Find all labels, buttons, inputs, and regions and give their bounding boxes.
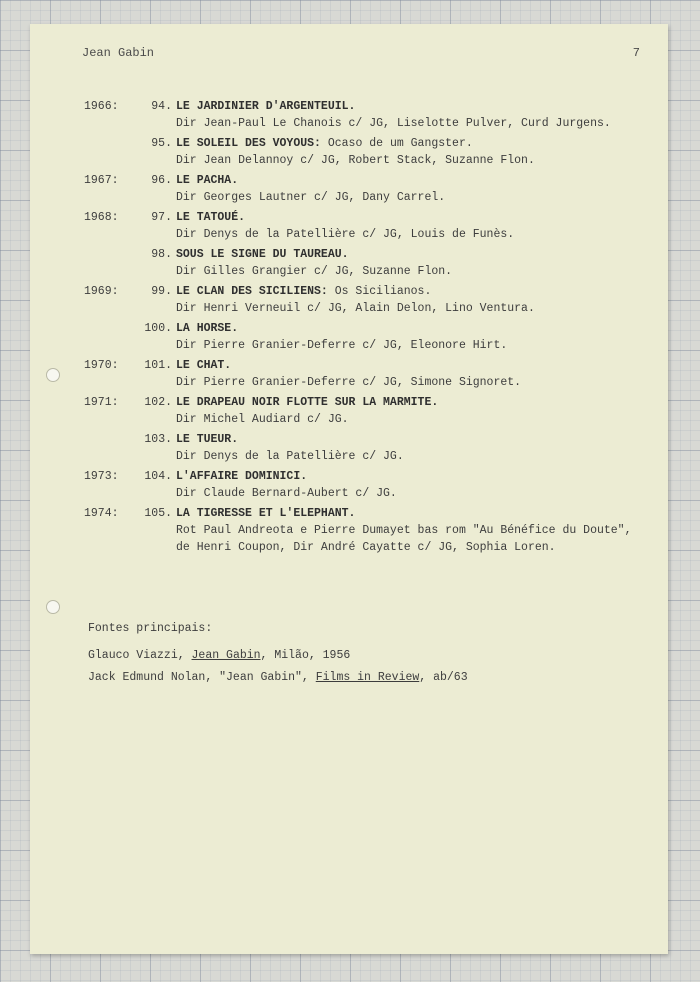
entry-year: 1966: bbox=[84, 100, 119, 113]
entry-title-translation: Ocaso de um Gangster. bbox=[320, 137, 473, 150]
entry-number: 96. bbox=[151, 174, 172, 187]
film-entry bbox=[84, 357, 644, 391]
page-header bbox=[82, 46, 640, 60]
entry-title: LE CHAT. bbox=[176, 359, 232, 372]
entry-title: LE TATOUÉ. bbox=[176, 211, 246, 224]
entry-detail: Dir Jean Delannoy c/ JG, Robert Stack, Suzanne Flon. bbox=[176, 154, 535, 167]
film-entry bbox=[84, 468, 644, 502]
entry-detail: Dir Denys de la Patellière c/ JG. bbox=[176, 450, 404, 463]
film-entry bbox=[84, 394, 644, 428]
citation-work: Films in Review bbox=[315, 671, 420, 684]
entry-detail: Dir Jean-Paul Le Chanois c/ JG, Liselotte Pulver, Curd Jurgens. bbox=[176, 117, 611, 130]
entry-detail: Dir Pierre Granier-Deferre c/ JG, Eleonore Hirt. bbox=[176, 339, 508, 352]
sources-heading: Fontes principais: bbox=[88, 622, 213, 635]
film-entry bbox=[84, 135, 644, 169]
entry-year: 1974: bbox=[84, 507, 119, 520]
entry-detail: Dir Henri Verneuil c/ JG, Alain Delon, Lino Ventura. bbox=[176, 302, 535, 315]
sources-section bbox=[88, 620, 648, 691]
filmography-list bbox=[84, 98, 644, 559]
entry-year: 1968: bbox=[84, 211, 119, 224]
entry-title: LE DRAPEAU NOIR FLOTTE SUR LA MARMITE. bbox=[176, 396, 439, 409]
page-number: 7 bbox=[632, 46, 640, 60]
film-entry bbox=[84, 246, 644, 280]
entry-title: LE TUEUR. bbox=[176, 433, 239, 446]
entry-title: LA TIGRESSE ET L'ELEPHANT. bbox=[176, 507, 356, 520]
header-title: Jean Gabin bbox=[82, 46, 155, 60]
entry-year: 1967: bbox=[84, 174, 119, 187]
entry-title: LE PACHA. bbox=[176, 174, 239, 187]
entry-title: LE SOLEIL DES VOYOUS: bbox=[176, 137, 321, 150]
entry-title: LE JARDINIER D'ARGENTEUIL. bbox=[176, 100, 356, 113]
film-entry bbox=[84, 283, 644, 317]
entry-number: 103. bbox=[144, 433, 172, 446]
citation-details: , ab/63 bbox=[419, 671, 468, 684]
entry-number: 105. bbox=[144, 507, 172, 520]
entry-year: 1970: bbox=[84, 359, 119, 372]
entry-title: LE CLAN DES SICILIENS: bbox=[176, 285, 328, 298]
entry-year: 1969: bbox=[84, 285, 119, 298]
film-entry bbox=[84, 98, 644, 132]
citation-details: , Milão, 1956 bbox=[260, 649, 351, 662]
film-entry bbox=[84, 172, 644, 206]
citation-author: Jack Edmund Nolan, "Jean Gabin", bbox=[88, 671, 316, 684]
document-page bbox=[30, 24, 668, 954]
entry-number: 102. bbox=[144, 396, 172, 409]
citation-work: Jean Gabin bbox=[191, 649, 261, 662]
entry-detail: Dir Michel Audiard c/ JG. bbox=[176, 413, 349, 426]
entry-number: 97. bbox=[151, 211, 172, 224]
source-citation bbox=[88, 669, 648, 686]
film-entry bbox=[84, 209, 644, 243]
entry-detail: Dir Gilles Grangier c/ JG, Suzanne Flon. bbox=[176, 265, 453, 278]
entry-number: 94. bbox=[151, 100, 172, 113]
entry-year: 1971: bbox=[84, 396, 119, 409]
film-entry bbox=[84, 431, 644, 465]
film-entry bbox=[84, 320, 644, 354]
entry-number: 101. bbox=[144, 359, 172, 372]
entry-detail: Dir Claude Bernard-Aubert c/ JG. bbox=[176, 487, 397, 500]
entry-title: LA HORSE. bbox=[176, 322, 239, 335]
film-entry bbox=[84, 505, 644, 556]
entry-number: 100. bbox=[144, 322, 172, 335]
entry-detail: Dir Georges Lautner c/ JG, Dany Carrel. bbox=[176, 191, 446, 204]
punch-hole-icon bbox=[46, 600, 60, 614]
entry-title: SOUS LE SIGNE DU TAUREAU. bbox=[176, 248, 349, 261]
source-citation bbox=[88, 647, 648, 664]
entry-detail: Dir Pierre Granier-Deferre c/ JG, Simone Signoret. bbox=[176, 376, 522, 389]
entry-detail: Rot Paul Andreota e Pierre Dumayet bas rom "Au Bénéfice du Doute", de Henri Coupon, Dir André Cayatte c/ JG, Sophia Loren. bbox=[176, 524, 632, 554]
entry-title-translation: Os Sicilianos. bbox=[327, 285, 432, 298]
punch-hole-icon bbox=[46, 368, 60, 382]
entry-number: 99. bbox=[151, 285, 172, 298]
entry-year: 1973: bbox=[84, 470, 119, 483]
entry-number: 95. bbox=[151, 137, 172, 150]
entry-number: 98. bbox=[151, 248, 172, 261]
entry-title: L'AFFAIRE DOMINICI. bbox=[176, 470, 308, 483]
citation-author: Glauco Viazzi, bbox=[88, 649, 192, 662]
entry-number: 104. bbox=[144, 470, 172, 483]
entry-detail: Dir Denys de la Patellière c/ JG, Louis de Funès. bbox=[176, 228, 515, 241]
